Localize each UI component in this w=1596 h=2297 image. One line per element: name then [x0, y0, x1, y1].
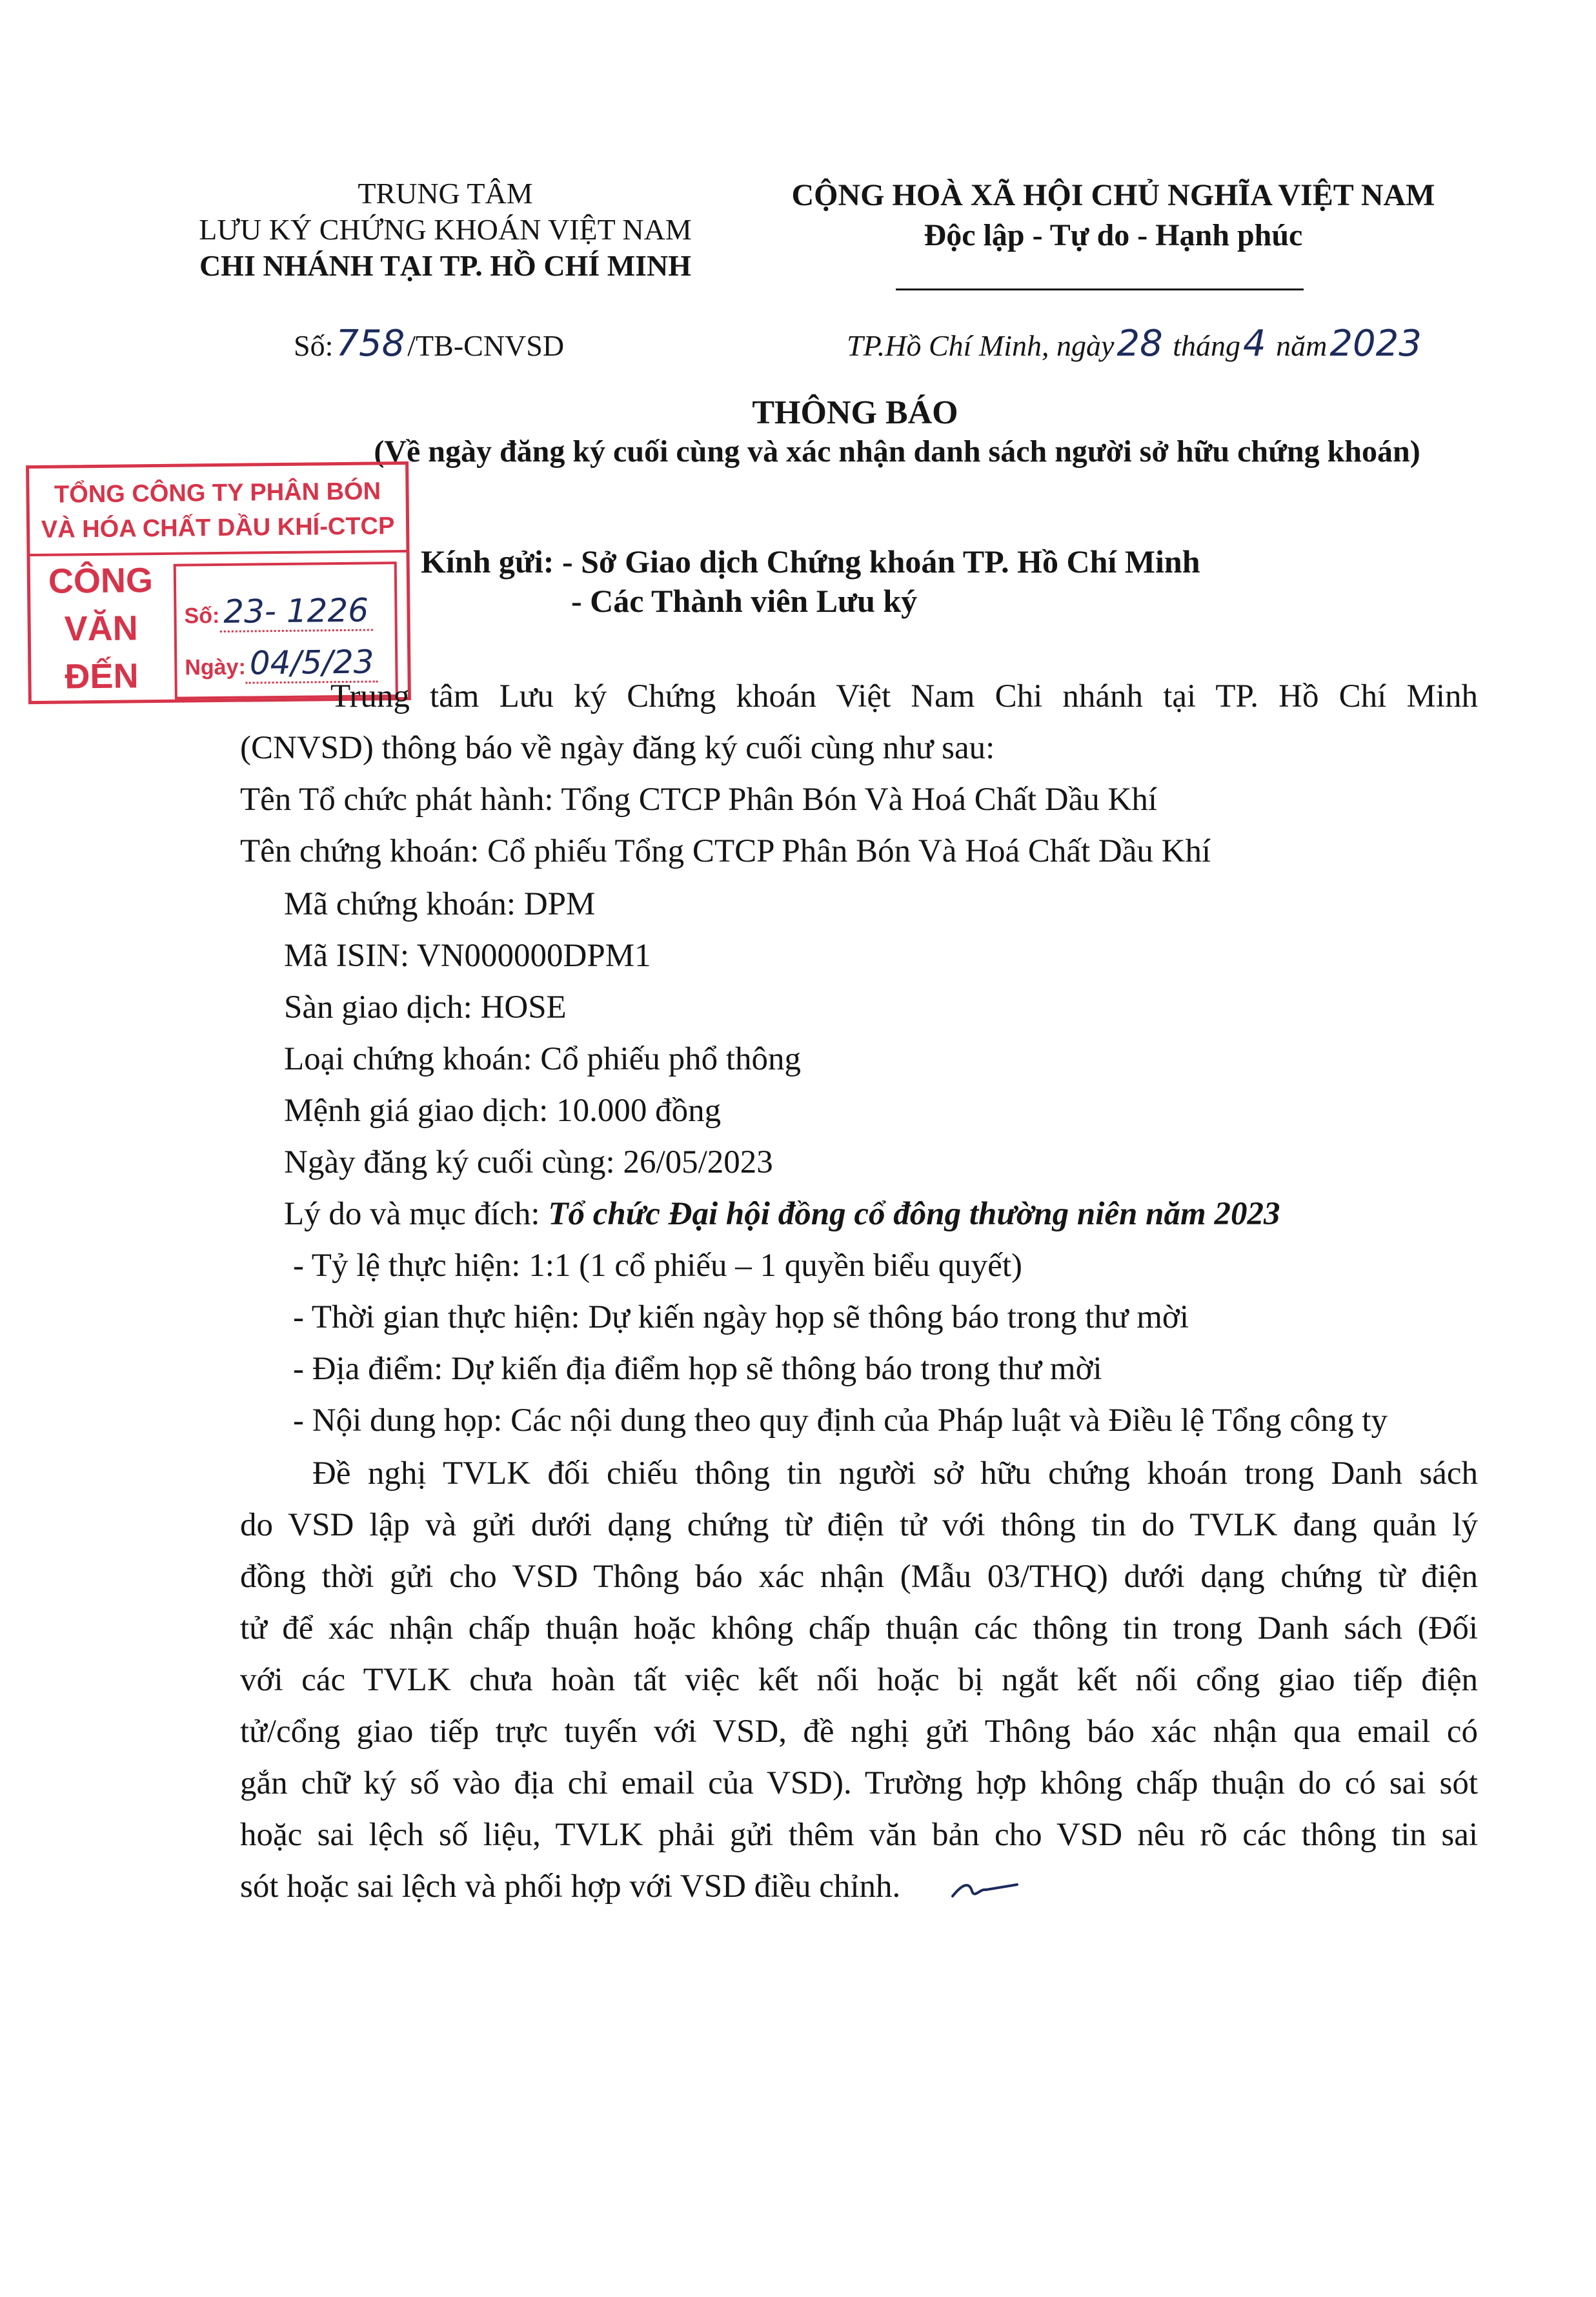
date-day: 28 [1116, 323, 1163, 365]
stamp-ngay [185, 643, 378, 682]
detail-location: - Địa điểm: Dự kiến địa điểm họp sẽ thông báo trong thư mời [293, 1351, 1102, 1387]
para-line-9: sót hoặc sai lệch và phối hợp với VSD điều chỉnh. [240, 1868, 901, 1905]
recipients-line-1 [421, 541, 1200, 582]
received-stamp [26, 461, 411, 704]
para-line-6: tử/cổng giao tiếp trực tuyến với VSD, đề nghị gửi Thông báo xác nhận qua email có [240, 1714, 1478, 1750]
detail-time: - Thời gian thực hiện: Dự kiến ngày họp sẽ thông báo trong thư mời [293, 1299, 1189, 1335]
docno-handwritten: 758 [336, 323, 405, 365]
issuer-block [161, 176, 729, 284]
issuer-line-2: LƯU KÝ CHỨNG KHOÁN VIỆT NAM [199, 213, 692, 246]
para-line-1: Đề nghị TVLK đối chiếu thông tin người sở hữu chứng khoán trong Danh sách [312, 1455, 1478, 1492]
purpose [284, 1195, 1280, 1233]
isin-code: Mã ISIN: VN000000DPM1 [284, 938, 651, 974]
para-line-4: tử để xác nhận chấp thuận hoặc không chấp thuận các thông tin trong Danh sách (Đối [240, 1610, 1478, 1646]
stamp-so-label: Số: [184, 603, 220, 629]
document-number [294, 323, 564, 365]
para-line-8: hoặc sai lệch số liệu, TVLK phải gửi thêm văn bản cho VSD nêu rõ các thông tin sai [240, 1817, 1478, 1853]
document-title: THÔNG BÁO [752, 394, 958, 431]
document-subtitle: (Về ngày đăng ký cuối cùng và xác nhận danh sách người sở hữu chứng khoán) [374, 434, 1420, 469]
detail-content: - Nội dung họp: Các nội dung theo quy định của Pháp luật và Điều lệ Tổng công ty [293, 1402, 1388, 1439]
security-name: Tên chứng khoán: Cổ phiếu Tổng CTCP Phân Bón Và Hoá Chất Dầu Khí [240, 833, 1211, 869]
date-month: 4 [1243, 323, 1266, 365]
date-year-word: năm [1276, 329, 1328, 362]
national-header [774, 176, 1452, 256]
issuer-name: Tên Tổ chức phát hành: Tổng CTCP Phân Bón Và Hoá Chất Dầu Khí [240, 782, 1158, 818]
stamp-big-1: CÔNG [48, 561, 154, 601]
recipient-1: - Sở Giao dịch Chứng khoán TP. Hồ Chí Minh [561, 543, 1200, 580]
purpose-value: Tổ chức Đại hội đồng cổ đông thường niên năm 2023 [548, 1196, 1280, 1232]
motto-underline [896, 288, 1304, 290]
country-name: CỘNG HOÀ XÃ HỘI CHỦ NGHĨA VIỆT NAM [791, 178, 1435, 212]
record-date: Ngày đăng ký cuối cùng: 26/05/2023 [284, 1144, 773, 1180]
recipients-label: Kính gửi: [421, 543, 554, 580]
recipient-2: - Các Thành viên Lưu ký [571, 583, 918, 619]
intro-line-2: (CNVSD) thông báo về ngày đăng ký cuối cùng như sau: [240, 730, 995, 766]
docno-prefix: Số: [294, 329, 334, 362]
date-place: TP.Hồ Chí Minh, ngày [847, 329, 1115, 362]
para-line-3: đồng thời gửi cho VSD Thông báo xác nhận (Mẫu 03/THQ) dưới dạng chứng từ điện [240, 1559, 1478, 1595]
purpose-label: Lý do và mục đích: [284, 1196, 549, 1232]
date-year: 2023 [1329, 323, 1422, 365]
detail-ratio: - Tỷ lệ thực hiện: 1:1 (1 cổ phiếu – 1 quyền biểu quyết) [293, 1248, 1023, 1284]
security-type: Loại chứng khoán: Cổ phiếu phổ thông [284, 1041, 802, 1077]
initial-mark-icon [950, 1877, 1021, 1903]
stamp-org-line-1: TỔNG CÔNG TY PHÂN BÓN [54, 478, 381, 509]
national-motto: Độc lập - Tự do - Hạnh phúc [924, 218, 1303, 252]
date-line [847, 323, 1424, 365]
stamp-big-2: VĂN [64, 609, 139, 649]
stamp-org-line-2: VÀ HÓA CHẤT DẦU KHÍ-CTCP [41, 512, 395, 543]
para-line-7: gắn chữ ký số vào địa chỉ email của VSD). Trường hợp không chấp thuận do có sai sót [240, 1765, 1478, 1801]
stamp-so [184, 592, 372, 631]
para-line-5: với các TVLK chưa hoàn tất việc kết nối hoặc bị ngắt kết nối cổng giao tiếp điện [240, 1662, 1478, 1698]
docno-suffix: /TB-CNVSD [407, 329, 565, 362]
stamp-org [29, 474, 406, 547]
stamp-so-value: 23- 1226 [219, 592, 372, 632]
intro-line-1: Trung tâm Lưu ký Chứng khoán Việt Nam Chi nhánh tại TP. Hồ Chí Minh [330, 678, 1478, 714]
stamp-cong-van-den [37, 556, 166, 701]
stamp-ngay-value: 04/5/23 [245, 643, 378, 683]
para-line-2: do VSD lập và gửi dưới dạng chứng từ điện tử với thông tin do TVLK đang quản lý [240, 1507, 1478, 1543]
exchange: Sàn giao dịch: HOSE [284, 989, 567, 1026]
issuer-line-3: CHI NHÁNH TẠI TP. HỒ CHÍ MINH [199, 249, 692, 282]
issuer-line-1: TRUNG TÂM [358, 177, 533, 210]
stamp-big-3: ĐẾN [65, 656, 139, 696]
security-code: Mã chứng khoán: DPM [284, 886, 596, 922]
par-value: Mệnh giá giao dịch: 10.000 đồng [284, 1093, 722, 1129]
stamp-divider [30, 550, 407, 556]
date-month-word: tháng [1173, 329, 1240, 362]
stamp-ngay-label: Ngày: [185, 654, 247, 680]
